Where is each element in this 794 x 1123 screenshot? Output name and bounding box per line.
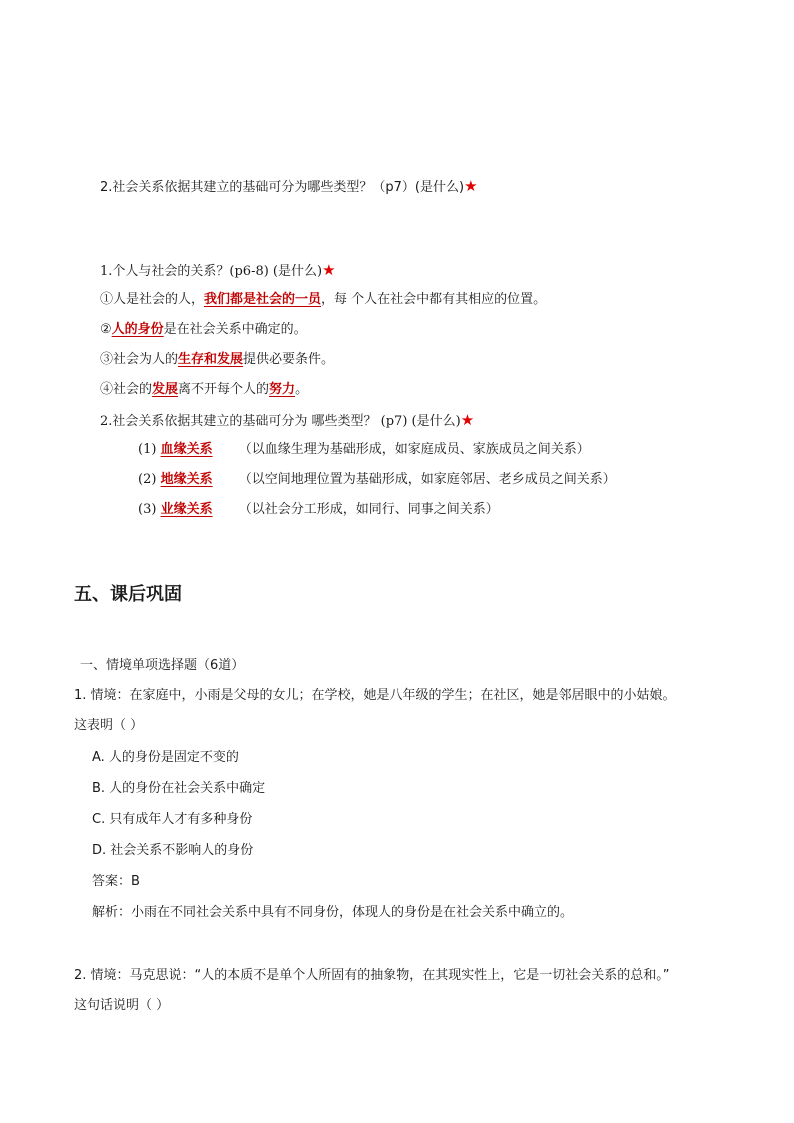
point-text: ①人是社会的人， [100,292,205,307]
type-number: (3) [138,502,157,517]
option-a: A. 人的身份是固定不变的 [92,750,239,765]
review-point-2 [100,320,307,340]
star-icon: ★ [464,177,478,195]
key-phrase: 发展 [152,382,179,397]
point-text: 提供必要条件。 [243,352,335,367]
review-question-2 [100,410,474,432]
review-point-1 [100,290,546,310]
key-phrase: 人的身份 [111,322,164,337]
top-question [100,176,478,198]
option-c: C. 只有成年人才有多种身份 [92,812,253,827]
type-number: (1) [138,442,157,457]
relation-type-1 [138,440,590,460]
review-question-2-text: 2.社会关系依据其建立的基础可分为 哪些类型？ (p7) (是什么) [100,414,461,429]
point-text: 是在社会关系中确定的。 [163,322,307,337]
key-phrase: 我们都是社会的一员 [204,292,322,307]
relation-type-3 [138,500,499,520]
answer-text: 答案：B [92,874,140,889]
point-text: ④社会的 [100,382,153,397]
exercise-q2-line1: 2. 情境：马克思说：“人的本质不是单个人所固有的抽象物，在其现实性上，它是一切社会关系的总和。” [74,968,670,983]
exercise-q1-line2: 这表明（ ） [74,718,144,733]
exercise-q1-line1: 1. 情境：在家庭中，小雨是父母的女儿；在学校，她是八年级的学生；在社区，她是邻居眼中的小姑娘。 [74,688,676,703]
star-icon: ★ [460,411,475,429]
relation-type-2 [138,470,616,490]
point-text: ③社会为人的 [100,352,179,367]
review-point-3 [100,350,334,370]
review-point-4 [100,380,308,400]
type-description: （以血缘生理为基础形成，如家庭成员、家族成员之间关系） [238,442,590,457]
key-phrase: 业缘关系 [160,502,213,517]
exercise-subtitle: 一、情境单项选择题（6道） [80,658,245,673]
key-phrase: 努力 [269,382,296,397]
key-phrase: 血缘关系 [160,442,213,457]
review-question-1-text: 1.个人与社会的关系？(p6-8) (是什么) [100,264,323,279]
point-text: ② [100,322,112,337]
star-icon: ★ [322,261,336,279]
type-number: (2) [138,472,157,487]
point-text: ，每 个人在社会中都有其相应的位置。 [321,292,547,307]
type-description: （以空间地理位置为基础形成，如家庭邻居、老乡成员之间关系） [238,472,616,487]
point-text: 。 [295,382,309,397]
review-question-1 [100,260,336,282]
analysis-text: 解析：小雨在不同社会关系中具有不同身份，体现人的身份是在社会关系中确立的。 [92,905,574,920]
point-text: 离不开每个人的 [178,382,270,397]
option-d: D. 社会关系不影响人的身份 [92,843,254,858]
key-phrase: 地缘关系 [160,472,213,487]
option-b: B. 人的身份在社会关系中确定 [92,781,266,796]
section-title: 五、课后巩固 [74,584,182,605]
type-description: （以社会分工形成，如同行、同事之间关系） [238,502,499,517]
key-phrase: 生存和发展 [178,352,244,367]
exercise-q2-line2: 这句话说明（ ） [74,998,170,1013]
top-question-text: 2.社会关系依据其建立的基础可分为哪些类型？（p7）(是什么) [100,180,465,195]
